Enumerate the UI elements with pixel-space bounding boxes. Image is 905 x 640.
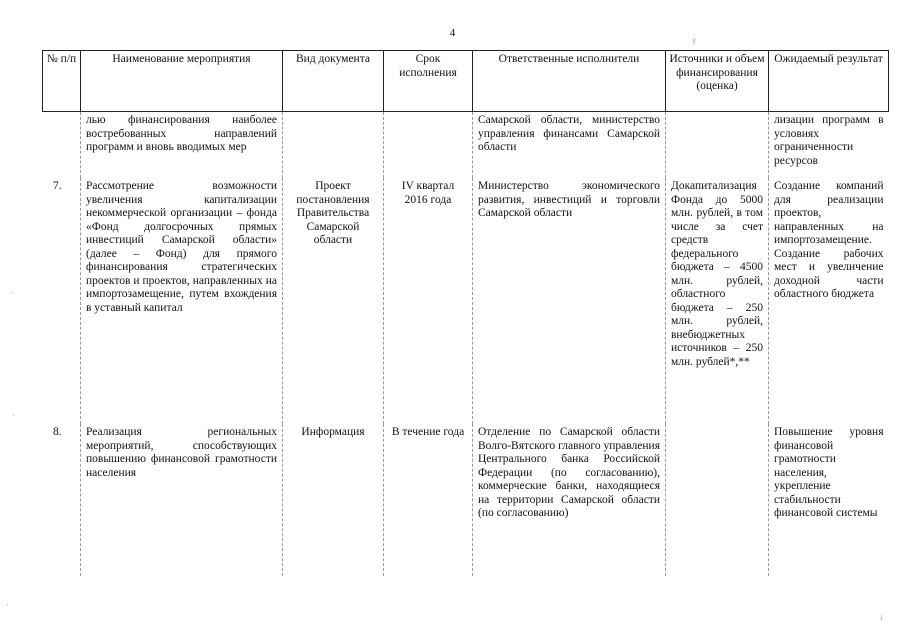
cell-sources <box>666 112 769 179</box>
measures-table <box>42 50 889 576</box>
table-row <box>43 424 889 576</box>
header-result: Ожидаемый результат <box>769 51 889 112</box>
scan-speck: · <box>6 600 9 610</box>
cell-deadline <box>384 112 473 179</box>
cell-responsible: Самарской области, министерство управления финансами Самарской области <box>473 112 666 179</box>
scan-speck: ℓ <box>692 36 697 46</box>
header-responsible: Ответственные исполнители <box>473 51 666 112</box>
header-name: Наименование мероприятия <box>81 51 283 112</box>
cell-num: 8. <box>52 426 62 438</box>
cell-doc-type <box>283 112 384 179</box>
cell-result: Создание компаний для реализации проектов, направленных на импортозамещение. Создание рабочих мест и увеличение доходной части областного бюджета <box>769 178 889 424</box>
header-num: № п/п <box>43 51 81 112</box>
cell-num <box>43 112 81 179</box>
cell-deadline: IV квартал 2016 года <box>384 178 473 424</box>
page-number: 4 <box>449 27 456 39</box>
scan-speck: · <box>12 410 15 420</box>
cell-result: Повышение уровня финансовой грамотности населения, укрепление стабильности финансовой системы <box>769 424 889 576</box>
cell-responsible: Отделение по Самарской области Волго-Вятского главного управления Центрального банка Российской Федерации (по согласованию), коммерческие банки, находящиеся на территории Самарской области (по согласованию) <box>473 424 666 576</box>
header-doc-type: Вид документа <box>283 51 384 112</box>
table-header-row <box>43 51 889 112</box>
cell-sources: Докапитализация Фонда до 5000 млн. рублей, в том числе за счет средств федерального бюджета – 4500 млн. рублей, областного бюджета – 250 млн. рублей, внебюджетных источников – 250 млн. рублей*,** <box>666 178 769 424</box>
cell-name: Реализация региональных мероприятий, способствующих повышению финансовой грамотности населения <box>81 424 283 576</box>
cell-deadline: В течение года <box>384 424 473 576</box>
cell-doc-type: Проект постановления Правительства Самарской области <box>283 178 384 424</box>
cell-num: 7. <box>52 180 62 192</box>
cell-name: Рассмотрение возможности увеличения капитализации некоммерческой организации – фонда «Фонд долгосрочных прямых инвестиций Самарской области» (далее – Фонд) для прямого финансирования стратегических проектов и проектов, направленных на импортозамещение, путем вхождения в уставный капитал <box>81 178 283 424</box>
cell-name: лью финансирования наиболее востребованных направлений программ и вновь вводимых мер <box>81 112 283 179</box>
table-row <box>43 112 889 179</box>
header-deadline: Срок исполнения <box>384 51 473 112</box>
cell-sources <box>666 424 769 576</box>
cell-doc-type: Информация <box>283 424 384 576</box>
cell-result: лизации программ в условиях ограниченности ресурсов <box>769 112 889 179</box>
header-sources: Источники и объем финансирования (оценка) <box>666 51 769 112</box>
scan-speck: · <box>10 288 13 298</box>
cell-responsible: Министерство экономического развития, инвестиций и торговли Самарской области <box>473 178 666 424</box>
table-row <box>43 178 889 424</box>
scan-speck: ı <box>880 612 883 622</box>
